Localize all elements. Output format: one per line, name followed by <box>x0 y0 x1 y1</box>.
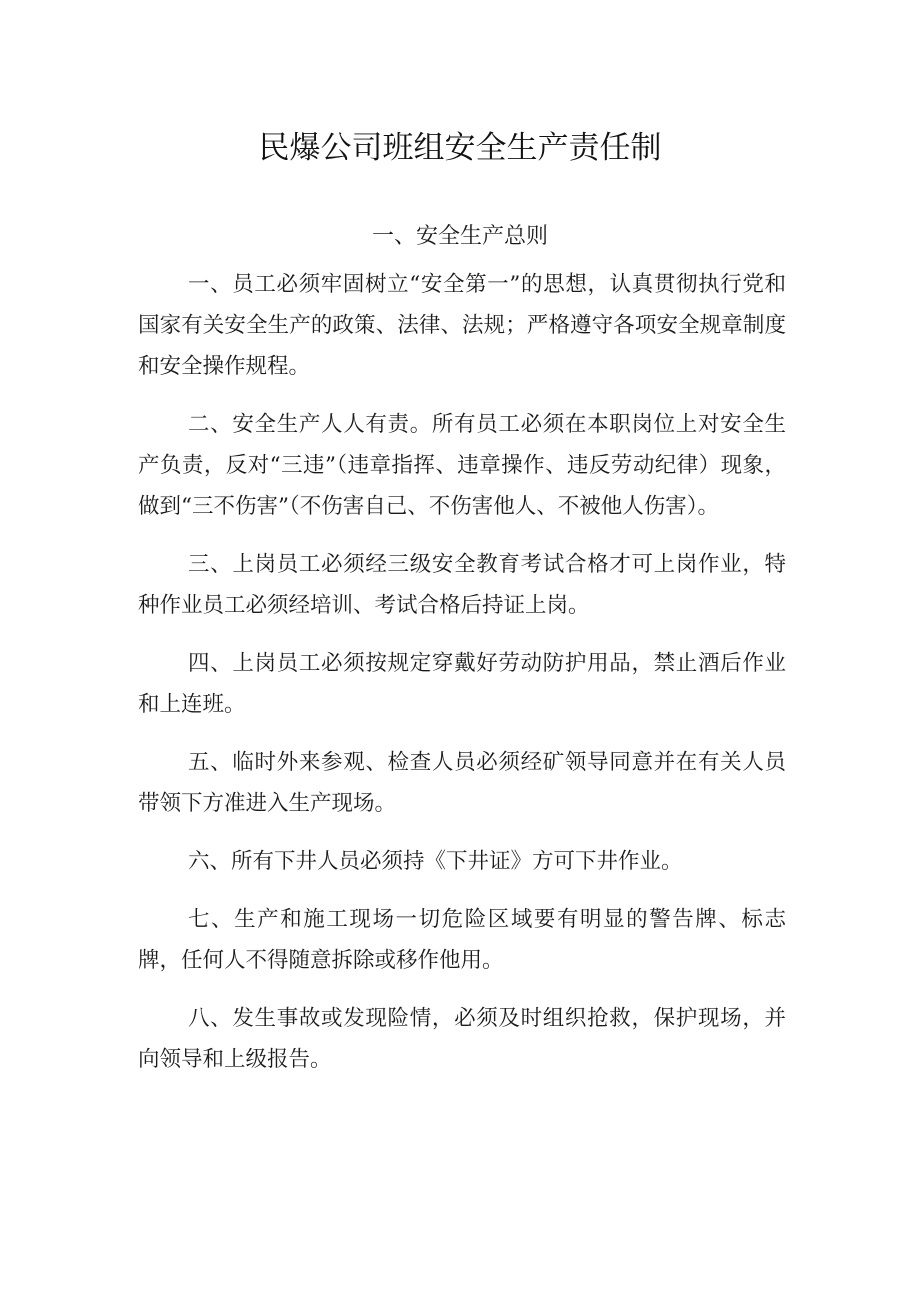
paragraph-4: 四、上岗员工必须按规定穿戴好劳动防护用品，禁止酒后作业和上连班。 <box>138 651 786 717</box>
document-body <box>138 264 786 1097</box>
document-title: 民爆公司班组安全生产责任制 <box>258 130 662 166</box>
paragraph-3: 三、上岗员工必须经三级安全教育考试合格才可上岗作业，特种作业员工必须经培训、考试合格后持证上岗。 <box>138 552 786 618</box>
paragraph-2: 二、安全生产人人有责。所有员工必须在本职岗位上对安全生产负责，反对“三违”（违章指挥、违章操作、违反劳动纪律）现象，做到“三不伤害”（不伤害自己、不伤害他人、不被他人伤害）。 <box>138 412 786 519</box>
paragraph-1: 一、员工必须牢固树立“安全第一”的思想，认真贯彻执行党和国家有关安全生产的政策、法律、法规；严格遵守各项安全规章制度和安全操作规程。 <box>138 272 786 379</box>
section-heading: 一、安全生产总则 <box>371 224 548 249</box>
paragraph-5: 五、临时外来参观、检查人员必须经矿领导同意并在有关人员带领下方准进入生产现场。 <box>138 750 786 816</box>
paragraph-8: 八、发生事故或发现险情，必须及时组织抢救，保护现场，并向领导和上级报告。 <box>138 1006 786 1072</box>
paragraph-7: 七、生产和施工现场一切危险区域要有明显的警告牌、标志牌，任何人不得随意拆除或移作他用。 <box>138 907 786 973</box>
paragraph-6: 六、所有下井人员必须持《下井证》方可下井作业。 <box>188 849 683 874</box>
